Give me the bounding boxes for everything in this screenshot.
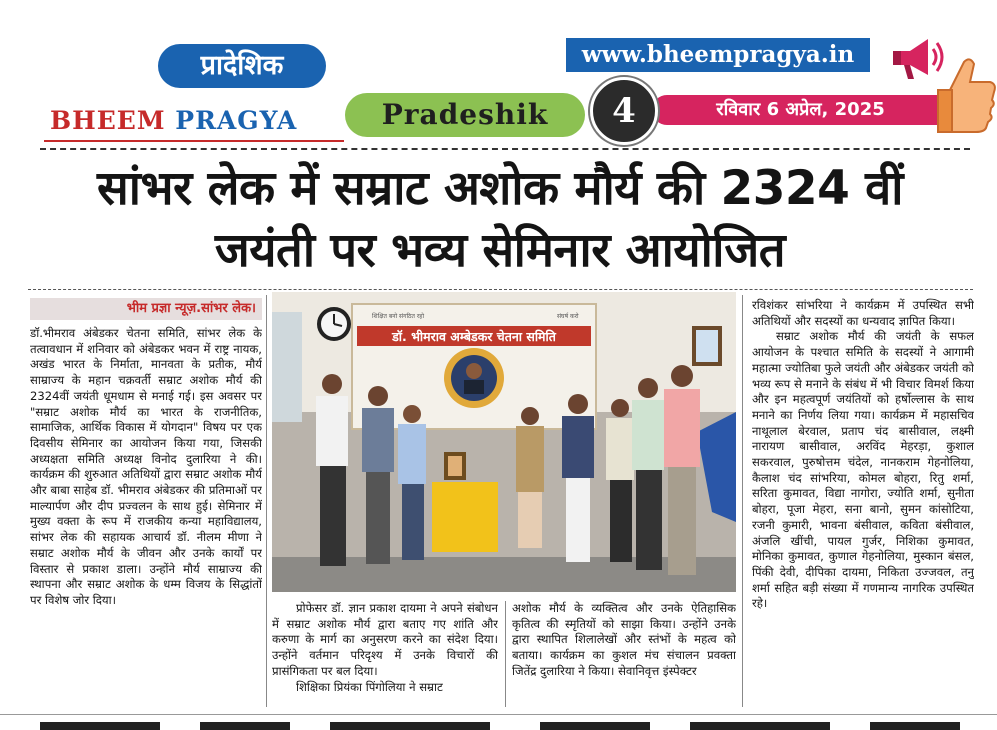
column-divider xyxy=(505,601,506,707)
brand-word-2: PRAGYA xyxy=(175,106,298,135)
event-photo xyxy=(272,292,736,592)
paragraph: प्रोफेसर डॉ. ज्ञान प्रकाश दायमा ने अपने संबोधन में सम्राट अशोक मौर्य द्वारा बताए गए शांति और करुणा के मार्ग का अनुसरण करने का संदेश दिया। उन्होंने वर्तमान परिदृश्य में उनके विचारों की प्रासंगिकता पर बल दिया। xyxy=(272,601,498,678)
paragraph: शिक्षिका प्रियंका पिंगोलिया ने सम्राट xyxy=(296,679,443,694)
banner-side-left: शिक्षित बनो संगठित रहो xyxy=(372,313,425,320)
article-column-3 xyxy=(512,601,736,707)
article-column-4 xyxy=(752,298,974,708)
paragraph: सम्राट अशोक मौर्य की जयंती के सफल आयोजन के पश्चात समिति के सदस्यों ने आगामी महात्मा ज्योतिबा फुले जयंती और अंबेडकर जयंती को भव्य रूप से मनाने के संबंध में भी विचार विमर्श किया और इन महत्वपूर्ण जयंतियों को हर्षोल्लास के साथ मनाने का निर्णय लिया गया। कार्यक्रम में महासचिव नाथूलाल बेरवाल, प्रताप चंद बासीवाल, लक्ष्मी नारायण बासीवाल, अरविंद मेहरड़ा, कुशाल सकरवाल, पुरुषोत्तम चंदेल, नानकराम गेहनोलिया, कैलाश चंद सांभरिया, कोमल बोहरा, रितु शर्मा, सरिता कुमावत, विद्या नागोरा, ज्योति शर्मा, सुनीता बोहरा, पूजा मेहरा, सना बानो, सुमन कांसोटिया, रजनी कुमारी, भावना बंसीवाल, कविता बंसीवाल, अंजलि खींची, पायल गुर्जर, निशिका कुमावत, मोनिका कुमावत, कुणाल गेहनोलिया, मुस्कान बंसल, पिंकी देवी, दीपिका दायमा, निकिता उज्जवल, तनु शर्मा सहित बड़ी संख्या में गणमान्य नागरिक उपस्थित रहे। xyxy=(752,329,974,611)
masthead-divider xyxy=(40,148,970,150)
page-number: 4 xyxy=(590,77,658,145)
next-article-cutoff xyxy=(0,712,997,730)
brand-word-1: BHEEM xyxy=(50,106,166,135)
brand-underline xyxy=(44,140,344,142)
headline xyxy=(20,158,980,282)
issue-date: रविवार 6 अप्रेल, 2025 xyxy=(652,95,949,125)
column-divider xyxy=(266,295,267,707)
paragraph: रविशंकर सांभरिया ने कार्यक्रम में उपस्थित सभी अतिथियों और सदस्यों का धन्यवाद ज्ञापित किया। xyxy=(752,298,974,328)
article-column-1 xyxy=(30,326,262,706)
thumbs-up-icon xyxy=(936,52,997,134)
headline-line-1: सांभर लेक में सम्राट अशोक मौर्य की 2324 वीं xyxy=(97,161,903,216)
paragraph: अशोक मौर्य के व्यक्तित्व और उनके ऐतिहासिक कृतित्व की स्मृतियों को साझा किया। उन्होंने उनके द्वारा स्थापित शिलालेखों और स्तंभों के महत्व को बताया। कार्यक्रम का कुशल मंच संचालन प्रवक्ता जितेंद्र दुलारिया ने किया। सेवानिवृत्त इंस्पेक्टर xyxy=(512,601,736,678)
article-column-2 xyxy=(272,601,498,707)
section-label-english: Pradeshik xyxy=(345,93,585,137)
newspaper-brand xyxy=(50,106,297,135)
website-url[interactable]: www.bheempragya.in xyxy=(566,38,870,72)
byline: भीम प्रज्ञा न्यूज़.सांभर लेक। xyxy=(30,298,262,320)
headline-divider xyxy=(28,289,973,290)
paragraph: डॉ.भीमराव अंबेडकर चेतना समिति, सांभर लेक के तत्वावधान में शनिवार को अंबेडकर भवन में राष्ट्र नायक, अखंड भारत के निर्माता, मानवता के प्रतीक, मौर्य साम्राज्य के महान चक्रवर्ती सम्राट अशोक मौर्य की 2324वीं जयंती धूमधाम से मनाई गई। इस अवसर पर "सम्राट अशोक मौर्य का भारत के राजनीतिक, सामाजिक, आर्थिक विकास में योगदान" विषय पर एक दिवसीय सेमिनार का आयोजन किया गया, जिसकी अध्यक्षता समिति अध्यक्ष विनोद दुलारिया ने की। कार्यक्रम की शुरुआत अतिथियों द्वारा सम्राट अशोक मौर्य और बाबा साहेब डॉ. भीमराव अंबेडकर की प्रतिमाओं पर माल्यार्पण और दीप प्रज्वलन के साथ हुई। सेमिनार में मुख्य वक्ता के रूप में राजकीय कन्या महाविद्यालय, सांभर लेक की सहायक आचार्य डॉ. नीलम मीणा ने सम्राट अशोक मौर्य के जीवन और उनके कार्यों पर विस्तार से प्रकाश डाला। उन्होंने मौर्य साम्राज्य की स्थापना और सम्राट अशोक के धम्म विजय के सिद्धांतों पर विशेष जोर दिया। xyxy=(30,326,262,607)
headline-line-2: जयंती पर भव्य सेमिनार आयोजित xyxy=(214,223,786,278)
column-divider xyxy=(742,295,743,707)
banner-title: डॉ. भीमराव अम्बेडकर चेतना समिति xyxy=(392,329,556,344)
banner-side-right: संघर्ष करो xyxy=(557,313,579,320)
section-label: प्रादेशिक xyxy=(158,44,326,88)
